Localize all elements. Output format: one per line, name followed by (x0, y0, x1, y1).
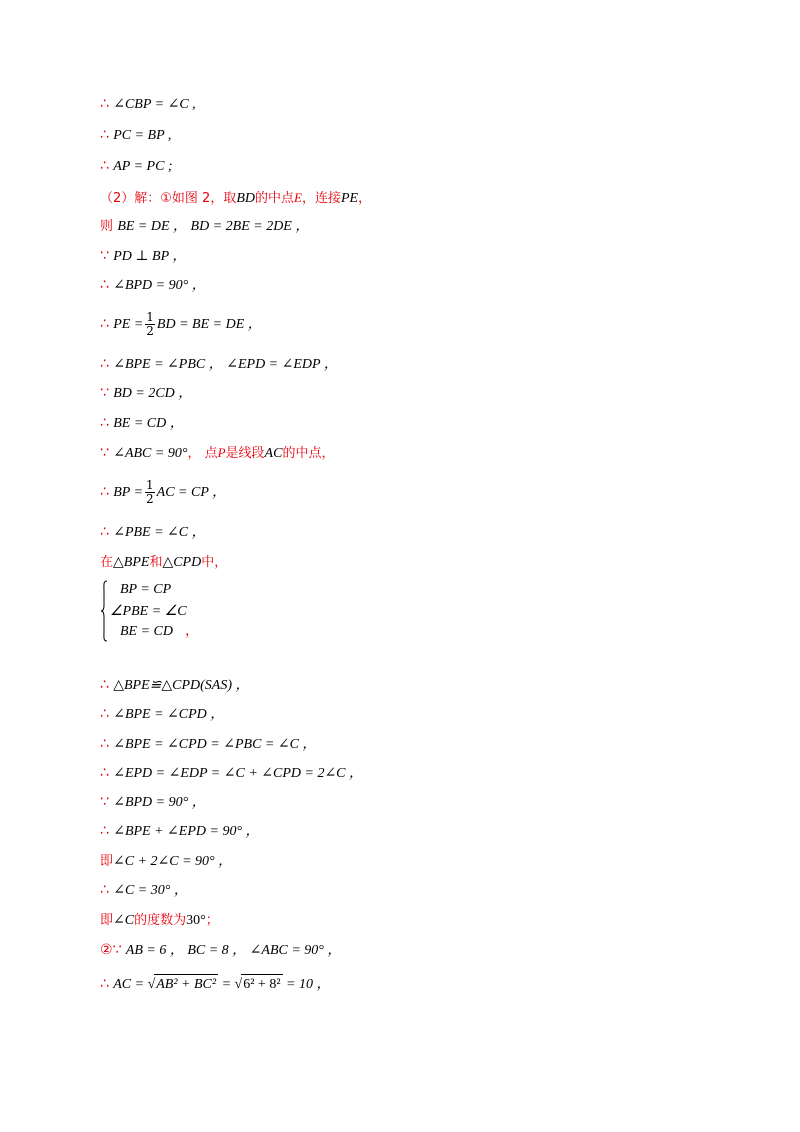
proof-line (100, 910, 219, 931)
math-expression: ∠C = 30° (113, 883, 171, 898)
text: 则 (100, 219, 114, 234)
punctuation: ， (345, 766, 364, 781)
left-brace-icon (100, 580, 108, 642)
proof-line (100, 383, 192, 404)
math-expression: P (217, 445, 226, 460)
math-expression: ∠ABC = 90° (249, 943, 324, 958)
text: 和 (149, 555, 163, 570)
punctuation: ， (206, 707, 225, 722)
therefore-symbol: ∴ (100, 158, 109, 174)
because-symbol: ∵ (100, 385, 109, 401)
proof-line (100, 216, 309, 237)
math-expression: PE = (113, 317, 144, 332)
punctuation: ， (166, 416, 184, 431)
therefore-symbol: ∴ (100, 415, 109, 431)
denominator: 2 (146, 324, 154, 338)
math-expression: △BPE≌△CPD(SAS) (113, 678, 233, 693)
because-symbol: ∵ (100, 445, 109, 461)
proof-line (100, 354, 338, 375)
math-expression: AC = CP (156, 485, 209, 500)
punctuation: ， (228, 943, 250, 958)
math-expression: BC = 8 (187, 943, 229, 958)
radicand: 6² + 8² (241, 974, 282, 995)
punctuation: ; (164, 159, 173, 174)
math-expression: ∠C + 2∠C = 90° (113, 854, 215, 869)
punctuation: ， (291, 219, 310, 234)
therefore-symbol: ∴ (100, 484, 109, 500)
text: 即 (100, 854, 114, 869)
punctuation: ， (185, 624, 199, 639)
proof-line (100, 443, 334, 464)
system-row: BE = CD (120, 624, 173, 639)
math-expression: = 10 (282, 977, 313, 992)
proof-line (100, 522, 206, 543)
proof-line (100, 792, 206, 813)
math-expression: AP = PC (113, 159, 165, 174)
therefore-symbol: ∴ (100, 823, 109, 839)
math-expression: ∠BPD = 90° (113, 795, 189, 810)
therefore-symbol: ∴ (100, 736, 109, 752)
proof-line (100, 94, 196, 115)
math-expression: ∠BPE = ∠PBC (113, 357, 206, 372)
therefore-symbol: ∴ (100, 127, 109, 143)
proof-line (100, 704, 224, 725)
proof-line (100, 974, 330, 995)
proof-line (100, 880, 188, 901)
numerator: 1 (146, 478, 154, 492)
math-expression: BE = DE (117, 219, 170, 234)
therefore-symbol: ∴ (100, 524, 109, 540)
proof-line (100, 851, 232, 872)
punctuation: ， (242, 824, 260, 839)
proof-line (100, 477, 226, 508)
system-row: ∠PBE = ∠C (110, 604, 187, 619)
math-expression: ∠BPE + ∠EPD = 90° (113, 824, 243, 839)
proof-line (100, 940, 341, 961)
math-expression: BD = 2CD (113, 386, 175, 401)
denominator: 2 (146, 492, 154, 506)
because-symbol: ②∵ (100, 942, 122, 958)
math-expression: BD = 2BE = 2DE (190, 219, 292, 234)
math-expression: BE = CD (113, 416, 167, 431)
math-expression: ∠CBP = ∠C (113, 97, 189, 112)
proof-line (100, 156, 173, 177)
punctuation: ， (168, 249, 187, 264)
math-expression: E (294, 190, 302, 205)
math-expression: ∠ABC = 90° (113, 446, 188, 461)
punctuation: ， (188, 795, 206, 810)
heading-text: （2）解：①如图 2，取 (100, 191, 237, 206)
punctuation: ， (169, 219, 191, 234)
proof-line (100, 763, 363, 784)
math-expression: ∠BPE = ∠CPD (113, 707, 207, 722)
text: 在 (100, 555, 114, 570)
text: ； (205, 913, 219, 928)
proof-line (100, 125, 171, 146)
proof-line (100, 413, 184, 434)
section-heading (100, 188, 371, 209)
punctuation: ， (232, 678, 250, 693)
math-expression: PE (341, 191, 359, 206)
math-expression: 30° (186, 913, 206, 928)
math-expression: AC = (113, 977, 148, 992)
fraction (145, 479, 155, 506)
math-expression: AB = 6 (125, 943, 167, 958)
math-expression: PD ⊥ BP (113, 249, 169, 264)
math-expression: ∠BPD = 90° (113, 278, 189, 293)
math-expression: BD (236, 191, 256, 206)
punctuation: ， (298, 737, 317, 752)
proof-line (100, 275, 206, 296)
therefore-symbol: ∴ (100, 765, 109, 781)
math-expression: ∠EPD = ∠EDP = ∠C + ∠CPD = 2∠C (113, 766, 346, 781)
math-expression: AC (264, 446, 283, 461)
proof-line (100, 821, 260, 842)
proof-line (100, 734, 316, 755)
heading-text: 的中点 (255, 191, 295, 206)
proof-line (100, 675, 250, 696)
math-expression: △BPE (113, 555, 150, 570)
text: 即 (100, 913, 114, 928)
heading-text: ， (358, 191, 372, 206)
punctuation: ， (244, 317, 262, 332)
proof-line (100, 309, 262, 340)
punctuation: ， (174, 386, 193, 401)
therefore-symbol: ∴ (100, 277, 109, 293)
punctuation: ， (170, 883, 188, 898)
punctuation: ， (205, 357, 227, 372)
text: 的中点， (282, 446, 335, 461)
punctuation: ， (320, 357, 338, 372)
math-expression: BD = BE = DE (156, 317, 245, 332)
math-expression: = (218, 977, 235, 992)
therefore-symbol: ∴ (100, 356, 109, 372)
math-expression: ∠C (113, 913, 135, 928)
numerator: 1 (146, 310, 154, 324)
therefore-symbol: ∴ (100, 882, 109, 898)
fraction (145, 311, 155, 338)
math-expression: ∠BPE = ∠CPD = ∠PBC = ∠C (113, 737, 299, 752)
heading-text: ，连接 (301, 191, 341, 206)
punctuation: ， (312, 977, 331, 992)
because-symbol: ∵ (100, 248, 109, 264)
math-expression: ∠EPD = ∠EDP (226, 357, 321, 372)
math-expression: BP = (113, 485, 144, 500)
sqrt-sign-icon: √ (234, 977, 243, 992)
text: 的度数为 (134, 913, 187, 928)
punctuation: ， (323, 943, 342, 958)
proof-line (100, 552, 227, 573)
therefore-symbol: ∴ (100, 677, 109, 693)
because-symbol: ∵ (100, 794, 109, 810)
punctuation: ， (188, 525, 206, 540)
therefore-symbol: ∴ (100, 706, 109, 722)
punctuation: ， (188, 278, 206, 293)
math-expression: PC = BP (113, 128, 165, 143)
punctuation: , (188, 97, 196, 112)
math-expression: ∠PBE = ∠C (113, 525, 189, 540)
text: 是线段 (225, 446, 265, 461)
sqrt-sign-icon: √ (147, 977, 156, 992)
proof-line (100, 246, 186, 267)
therefore-symbol: ∴ (100, 96, 109, 112)
system-row: BP = CP (120, 582, 172, 597)
text: ， 点 (187, 446, 218, 461)
radicand: AB² + BC² (154, 974, 218, 995)
punctuation: ， (208, 485, 227, 500)
punctuation: ， (166, 943, 188, 958)
punctuation: ， (214, 854, 233, 869)
therefore-symbol: ∴ (100, 316, 109, 332)
therefore-symbol: ∴ (100, 976, 109, 992)
punctuation: , (164, 128, 172, 143)
math-expression: △CPD (162, 555, 202, 570)
text: 中， (201, 555, 228, 570)
